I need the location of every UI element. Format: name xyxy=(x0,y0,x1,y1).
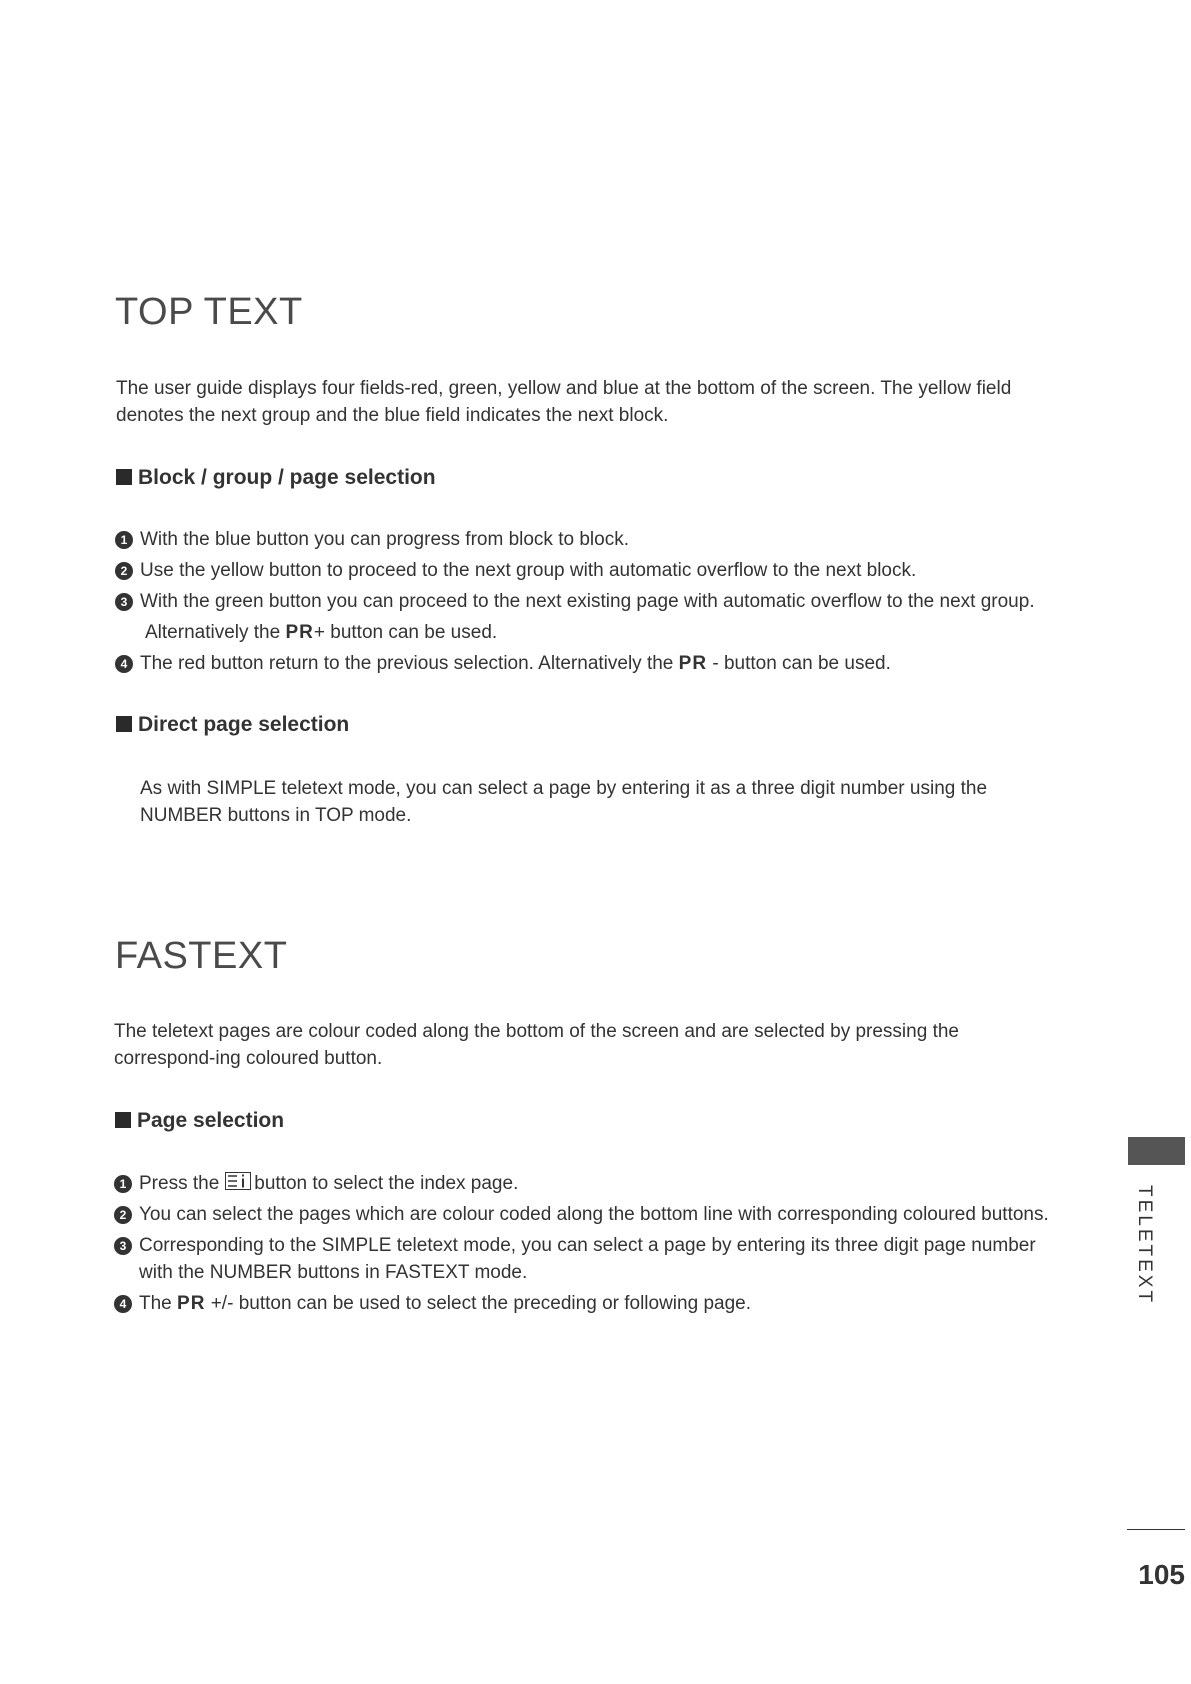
list-item-text: + button can be used. xyxy=(313,622,498,643)
pr-label: PR xyxy=(177,1293,206,1314)
list-item-continuation: with the NUMBER buttons in FASTEXT mode. xyxy=(139,1262,528,1283)
chapter-tab-marker xyxy=(1128,1137,1185,1165)
subheading-page-selection xyxy=(115,1110,284,1131)
list-item-text: - button can be used. xyxy=(707,653,891,674)
list-item-text: Press the xyxy=(139,1173,220,1194)
subheading-direct-page xyxy=(116,714,349,735)
list-item xyxy=(115,558,916,584)
number-badge-icon: 3 xyxy=(115,593,133,611)
list-item-text: The xyxy=(139,1293,178,1314)
list-item xyxy=(114,1233,1036,1259)
list-item-text: +/- button can be used to select the preceding or following page. xyxy=(205,1293,751,1314)
subheading-text: Block / group / page selection xyxy=(138,466,436,489)
index-button-icon xyxy=(225,1172,251,1190)
section-title-top-text: TOP TEXT xyxy=(115,291,303,333)
list-item xyxy=(115,589,1035,615)
subheading-text: Direct page selection xyxy=(138,713,350,736)
list-item-text: button to select the index page. xyxy=(254,1173,519,1194)
list-item-text: With the blue button you can progress from block to block. xyxy=(140,529,629,550)
list-item-continuation xyxy=(145,620,497,646)
pr-label: PR xyxy=(285,622,314,643)
direct-page-text: As with SIMPLE teletext mode, you can select a page by entering it as a three digit number using the NUMBER buttons in TOP mode. xyxy=(140,778,988,826)
number-badge-icon: 4 xyxy=(114,1295,132,1313)
number-badge-icon: 2 xyxy=(115,562,133,580)
section-title-fastext: FASTEXT xyxy=(115,935,288,977)
chapter-label: TELETEXT xyxy=(1134,1185,1155,1306)
list-item xyxy=(114,1171,518,1197)
list-item-text: The red button return to the previous selection. Alternatively the xyxy=(140,653,679,674)
list-item-text: With the green button you can proceed to the next existing page with automatic overflow to the next group. xyxy=(140,591,1035,612)
subheading-block-group-page xyxy=(116,467,436,488)
number-badge-icon: 2 xyxy=(114,1206,132,1224)
list-item xyxy=(115,527,629,553)
number-badge-icon: 4 xyxy=(115,655,133,673)
number-badge-icon: 1 xyxy=(115,531,133,549)
list-item-text: You can select the pages which are colour coded along the bottom line with corresponding coloured buttons. xyxy=(139,1204,1049,1225)
subheading-text: Page selection xyxy=(137,1109,285,1132)
list-item-text: Use the yellow button to proceed to the next group with automatic overflow to the next block. xyxy=(140,560,917,581)
top-text-intro: The user guide displays four fields-red, green, yellow and blue at the bottom of the screen. The yellow field denotes the next group and the blue field indicates the next block. xyxy=(116,378,1012,426)
list-item xyxy=(115,651,891,677)
square-bullet-icon xyxy=(116,716,132,732)
list-item xyxy=(114,1202,1049,1228)
square-bullet-icon xyxy=(116,469,132,485)
number-badge-icon: 3 xyxy=(114,1237,132,1255)
number-badge-icon: 1 xyxy=(114,1175,132,1193)
page-number: 105 xyxy=(1138,1559,1185,1590)
list-item-text: Corresponding to the SIMPLE teletext mode, you can select a page by entering its three digit page number xyxy=(139,1235,1036,1256)
footer-rule xyxy=(1127,1529,1185,1530)
pr-label: PR xyxy=(678,653,708,674)
fastext-intro: The teletext pages are colour coded along the bottom of the screen and are selected by pressing the correspond-ing coloured button. xyxy=(114,1021,959,1069)
list-item xyxy=(114,1291,751,1317)
square-bullet-icon xyxy=(115,1112,131,1128)
list-item-text: Alternatively the xyxy=(145,622,286,643)
